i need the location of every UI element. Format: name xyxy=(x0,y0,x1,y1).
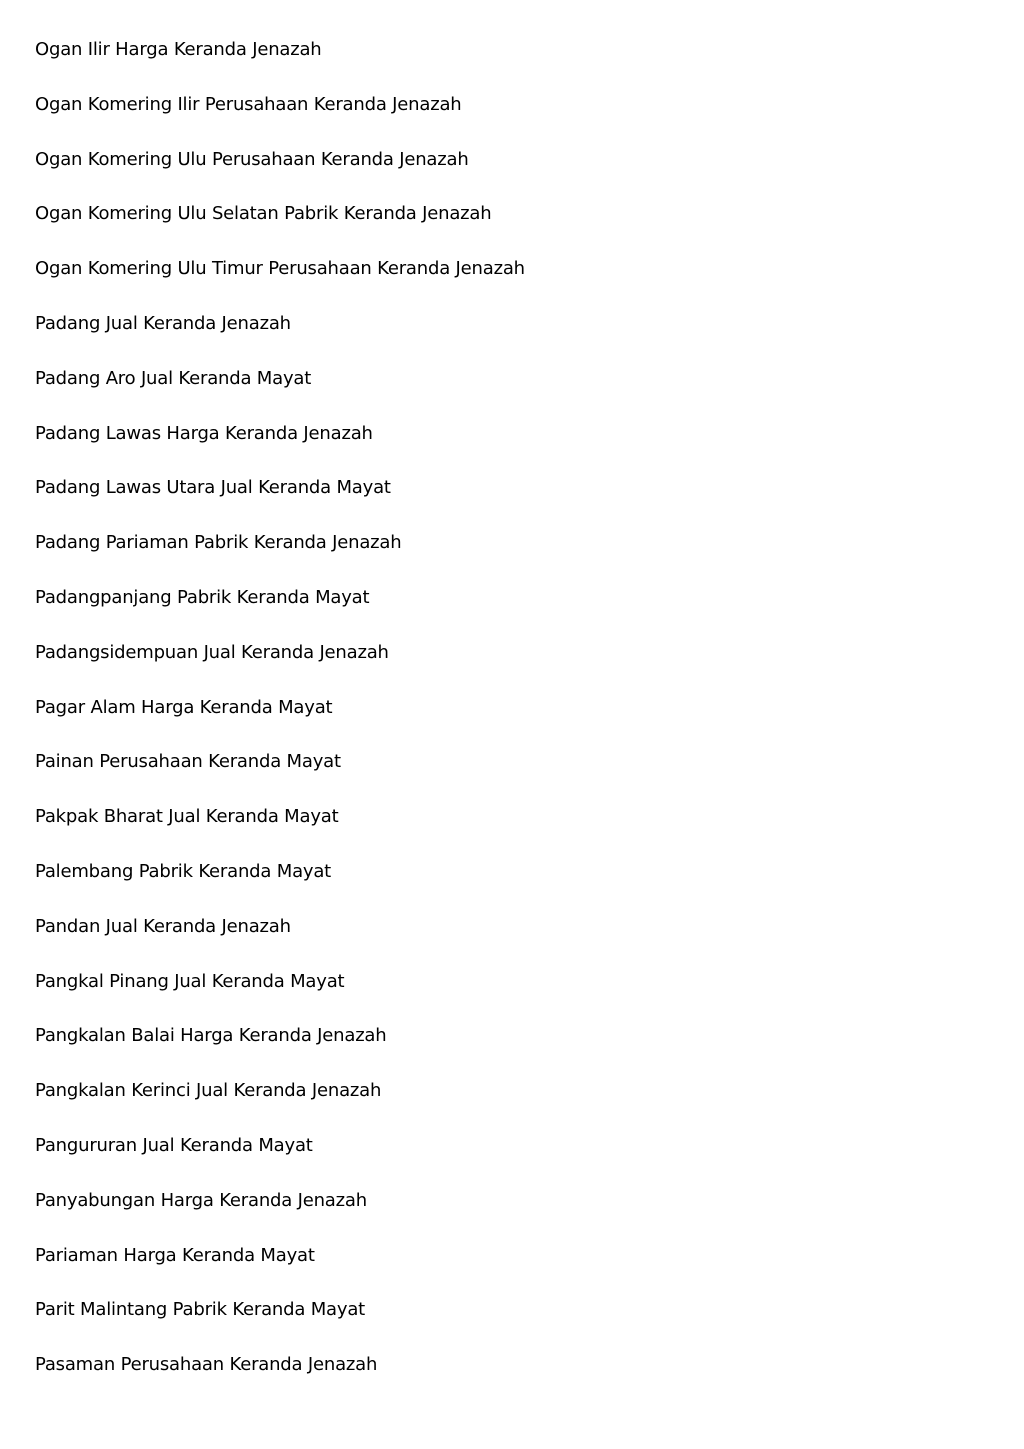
list-item: Ogan Komering Ilir Perusahaan Keranda Jenazah xyxy=(35,93,462,115)
list-item: Pakpak Bharat Jual Keranda Mayat xyxy=(35,806,339,828)
list-item: Padang Pariaman Pabrik Keranda Jenazah xyxy=(35,532,402,554)
list-item: Pariaman Harga Keranda Mayat xyxy=(35,1244,315,1266)
list-item: Padang Jual Keranda Jenazah xyxy=(35,312,291,334)
list-item: Painan Perusahaan Keranda Mayat xyxy=(35,751,341,773)
list-item: Padang Aro Jual Keranda Mayat xyxy=(35,367,312,389)
location-list xyxy=(35,36,935,1406)
list-item: Ogan Komering Ulu Perusahaan Keranda Jenazah xyxy=(35,148,469,170)
list-item: Ogan Ilir Harga Keranda Jenazah xyxy=(35,39,322,60)
list-item: Pandan Jual Keranda Jenazah xyxy=(35,915,291,937)
list-item: Pangkal Pinang Jual Keranda Mayat xyxy=(35,970,345,992)
list-item: Padang Lawas Harga Keranda Jenazah xyxy=(35,422,373,444)
list-item: Padangpanjang Pabrik Keranda Mayat xyxy=(35,586,370,608)
list-item: Ogan Komering Ulu Timur Perusahaan Keranda Jenazah xyxy=(35,258,525,280)
list-item: Pasaman Perusahaan Keranda Jenazah xyxy=(35,1354,378,1376)
list-item: Padang Lawas Utara Jual Keranda Mayat xyxy=(35,477,391,499)
list-item: Ogan Komering Ulu Selatan Pabrik Keranda Jenazah xyxy=(35,203,492,225)
list-item: Padangsidempuan Jual Keranda Jenazah xyxy=(35,641,389,663)
list-item: Palembang Pabrik Keranda Mayat xyxy=(35,860,332,882)
list-item: Pagar Alam Harga Keranda Mayat xyxy=(35,696,333,718)
list-item: Pangkalan Balai Harga Keranda Jenazah xyxy=(35,1025,387,1047)
list-item: Panyabungan Harga Keranda Jenazah xyxy=(35,1189,367,1211)
list-item: Parit Malintang Pabrik Keranda Mayat xyxy=(35,1299,366,1321)
list-item: Pangkalan Kerinci Jual Keranda Jenazah xyxy=(35,1080,382,1102)
list-item: Pangururan Jual Keranda Mayat xyxy=(35,1134,313,1156)
